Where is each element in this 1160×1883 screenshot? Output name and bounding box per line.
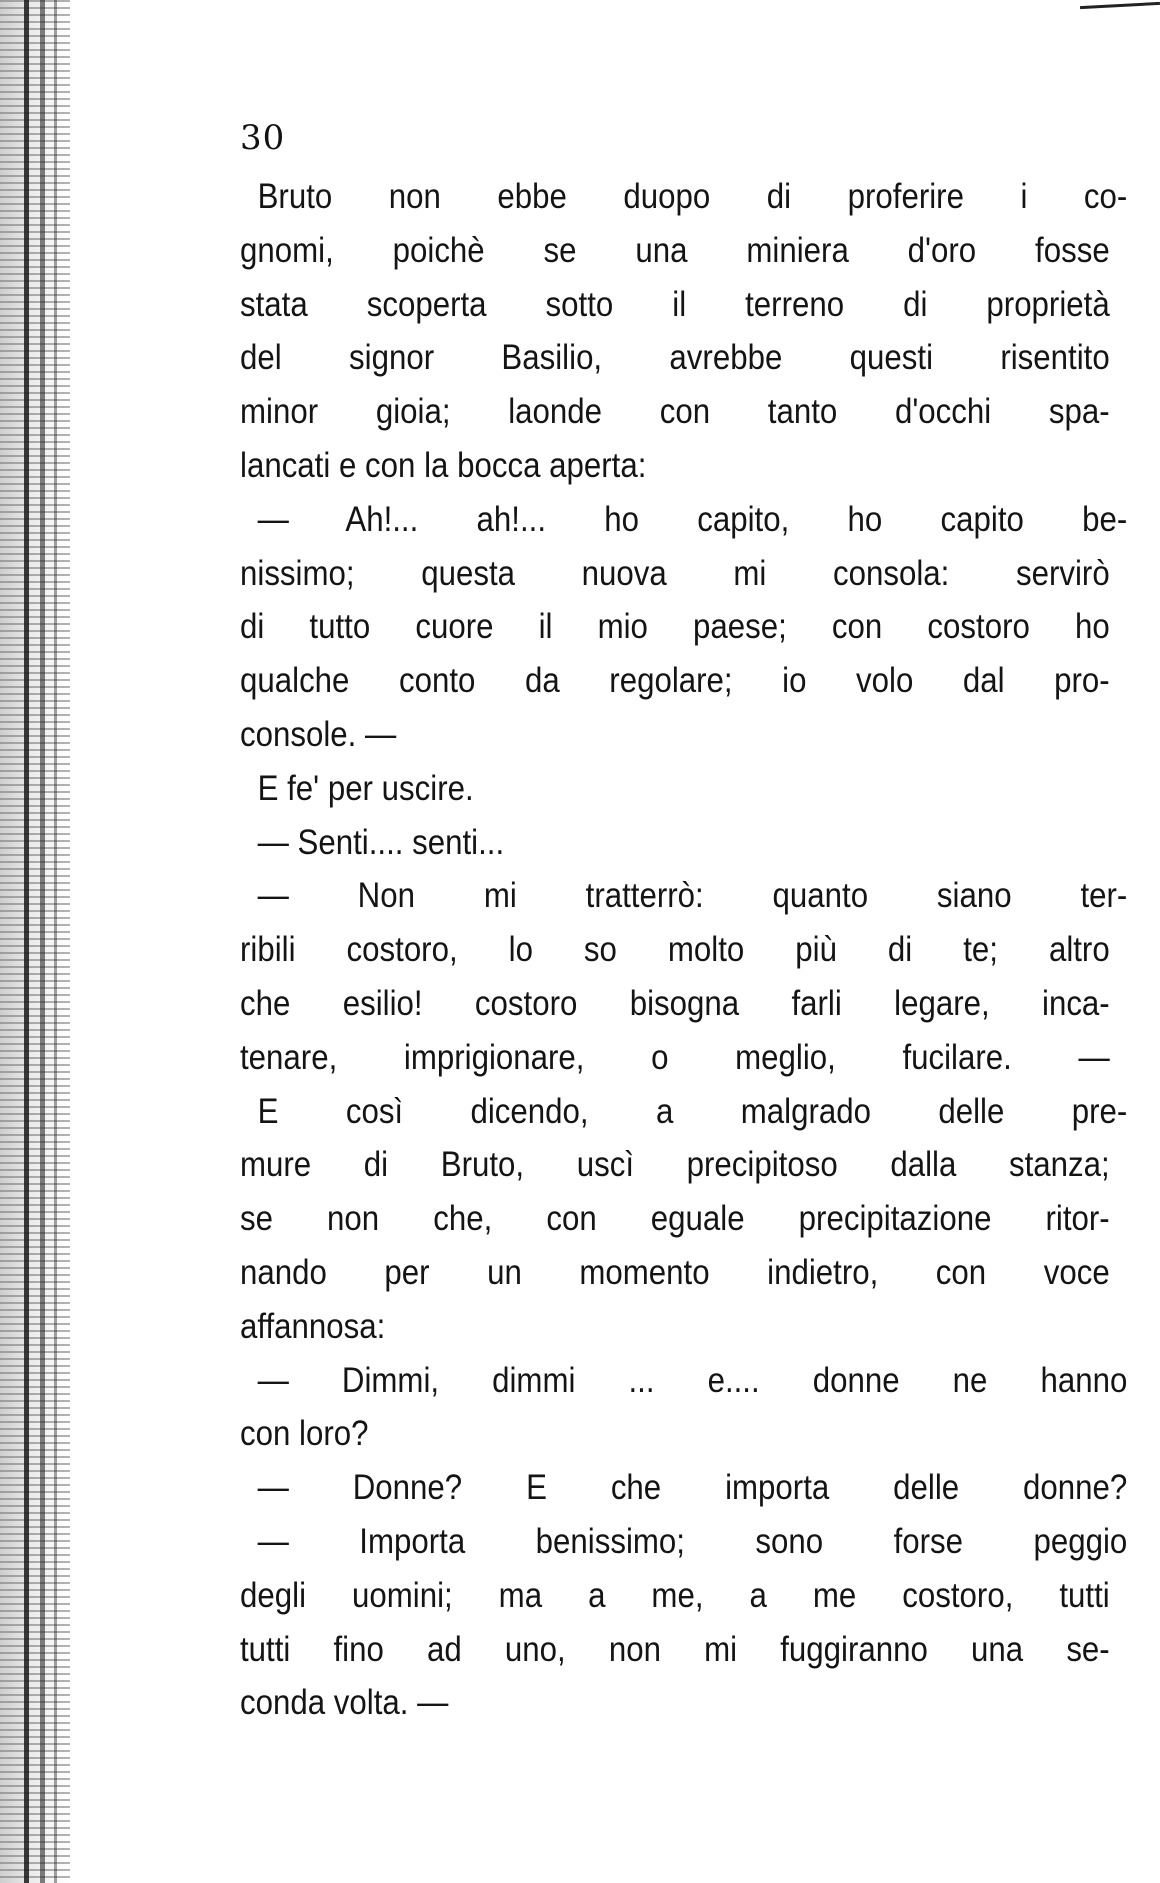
binding-edge-line bbox=[40, 0, 45, 1883]
text-line: E così dicendo, a malgrado delle pre- bbox=[257, 1090, 1128, 1131]
text-line: — Dimmi, dimmi ... e.... donne ne hanno bbox=[257, 1359, 1128, 1400]
text-line: se non che, con eguale precipitazione ritor- bbox=[240, 1198, 1110, 1239]
text-line: del signor Basilio, avrebbe questi risentito bbox=[240, 337, 1110, 378]
text-line: di tutto cuore il mio paese; con costoro ho bbox=[240, 606, 1110, 647]
text-line: E fe' per uscire. bbox=[257, 767, 474, 808]
text-line: — Importa benissimo; sono forse peggio bbox=[257, 1520, 1128, 1561]
text-line: degli uomini; ma a me, a me costoro, tutti bbox=[240, 1574, 1110, 1615]
text-line: nando per un momento indietro, con voce bbox=[240, 1251, 1110, 1292]
text-line: nissimo; questa nuova mi consola: servirò bbox=[240, 552, 1110, 593]
text-line: — Senti.... senti... bbox=[257, 821, 505, 862]
text-line: console. — bbox=[240, 713, 397, 754]
text-line: conda volta. — bbox=[240, 1682, 449, 1723]
text-line: Bruto non ebbe duopo di proferire i co- bbox=[257, 176, 1128, 216]
text-line: tenare, imprigionare, o meglio, fucilare. — bbox=[240, 1036, 1110, 1077]
text-line: gnomi, poichè se una miniera d'oro fosse bbox=[240, 229, 1110, 270]
scan-mark bbox=[1080, 0, 1160, 14]
text-line: minor gioia; laonde con tanto d'occhi spa- bbox=[240, 391, 1110, 432]
binding-edge-line bbox=[24, 0, 29, 1883]
binding-edge-line bbox=[54, 0, 57, 1883]
text-line: — Ah!... ah!... ho capito, ho capito be- bbox=[257, 498, 1128, 539]
body-text bbox=[240, 170, 1128, 1730]
text-line: stata scoperta sotto il terreno di proprietà bbox=[240, 283, 1110, 324]
text-line: — Donne? E che importa delle donne? bbox=[257, 1467, 1128, 1508]
text-line: mure di Bruto, uscì precipitoso dalla stanza; bbox=[240, 1144, 1110, 1185]
binding-shadow bbox=[0, 0, 70, 1883]
text-line: che esilio! costoro bisogna farli legare, inca- bbox=[240, 982, 1110, 1023]
text-line: lancati e con la bocca aperta: bbox=[240, 444, 647, 485]
text-line: qualche conto da regolare; io volo dal pro- bbox=[240, 660, 1110, 701]
text-line: — Non mi tratterrò: quanto siano ter- bbox=[257, 875, 1128, 916]
text-line: tutti fino ad uno, non mi fuggiranno una se- bbox=[240, 1628, 1110, 1669]
text-line: affannosa: bbox=[240, 1305, 386, 1346]
text-line: ribili costoro, lo so molto più di te; altro bbox=[240, 929, 1110, 970]
text-line: con loro? bbox=[240, 1413, 369, 1454]
page-number: 30 bbox=[240, 118, 286, 158]
